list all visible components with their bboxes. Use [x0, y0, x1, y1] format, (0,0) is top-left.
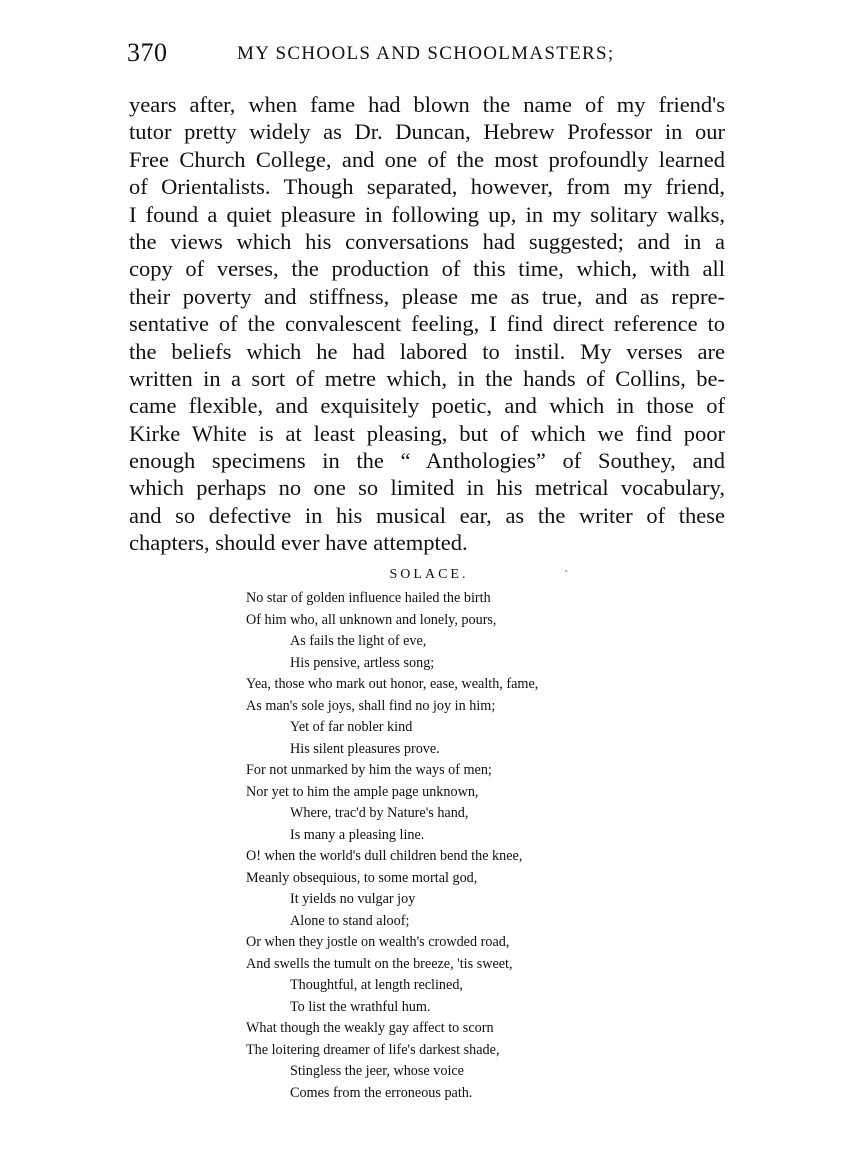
poem-line: As fails the light of eve,	[290, 633, 427, 649]
prose-line: which perhaps no one so limited in his metrical vocabulary,	[129, 475, 725, 501]
poem	[246, 588, 666, 1104]
poem-line: It yields no vulgar joy	[290, 891, 416, 907]
prose-line: of Orientalists. Though separated, however, from my friend,	[129, 174, 725, 200]
poem-line: What though the weakly gay affect to scorn	[246, 1020, 494, 1036]
poem-line: Yea, those who mark out honor, ease, wealth, fame,	[246, 676, 539, 692]
prose-line: came flexible, and exquisitely poetic, and which in those of	[129, 393, 725, 419]
prose-line: the beliefs which he had labored to instil. My verses are	[129, 338, 725, 364]
poem-line: And swells the tumult on the breeze, 'tis sweet,	[246, 955, 513, 972]
prose-line: and so defective in his musical ear, as the writer of these	[129, 502, 725, 528]
prose-line: sentative of the convalescent feeling, I find direct reference to	[129, 311, 725, 337]
prose-line: their poverty and stiffness, please me as true, and as repre-	[129, 283, 725, 309]
poem-line: As man's sole joys, shall find no joy in him;	[246, 697, 496, 714]
poem-line: Of him who, all unknown and lonely, pours,	[246, 611, 497, 628]
poem-line: Comes from the erroneous path.	[290, 1084, 473, 1101]
running-title: MY SCHOOLS AND SCHOOLMASTERS;	[237, 43, 615, 64]
poem-line: Where, trac'd by Nature's hand,	[290, 805, 469, 821]
poem-line: Yet of far nobler kind	[290, 719, 413, 735]
poem-line: No star of golden influence hailed the birth	[246, 590, 491, 606]
poem-line: Meanly obsequious, to some mortal god,	[246, 869, 478, 886]
poem-line: Stingless the jeer, whose voice	[290, 1063, 464, 1079]
prose-line: copy of verses, the production of this time, which, with all	[129, 256, 725, 282]
poem-line: O! when the world's dull children bend the knee,	[246, 848, 523, 864]
poem-line: Thoughtful, at length reclined,	[290, 977, 463, 993]
prose-line: written in a sort of metre which, in the hands of Collins, be-	[129, 365, 725, 391]
prose-line: tutor pretty widely as Dr. Duncan, Hebrew Professor in our	[129, 119, 725, 145]
poem-line: To list the wrathful hum.	[290, 998, 431, 1015]
prose-line: years after, when fame had blown the name of my friend's	[129, 92, 725, 117]
poem-line: Or when they jostle on wealth's crowded road,	[246, 934, 510, 950]
poem-line: His pensive, artless song;	[290, 654, 435, 671]
prose-line: I found a quiet pleasure in following up, in my solitary walks,	[129, 201, 725, 227]
poem-line: The loitering dreamer of life's darkest shade,	[246, 1041, 500, 1058]
page-number: 370	[127, 38, 168, 67]
poem-line: Alone to stand aloof;	[290, 912, 410, 929]
prose-line: enough specimens in the “ Anthologies” of Southey, and	[129, 448, 725, 474]
poem-line: Nor yet to him the ample page unknown,	[246, 783, 479, 800]
poem-line: For not unmarked by him the ways of men;	[246, 762, 492, 778]
poem-title: SOLACE.	[389, 567, 469, 582]
poem-line: His silent pleasures prove.	[290, 740, 440, 757]
prose-line: the views which his conversations had suggested; and in a	[129, 228, 725, 254]
prose-line: Kirke White is at least pleasing, but of which we find poor	[129, 420, 725, 446]
stray-ink-mark: ˏ	[559, 558, 569, 574]
prose-paragraph	[129, 91, 725, 557]
page-header	[127, 38, 727, 72]
prose-line: Free Church College, and one of the most profoundly learned	[129, 146, 725, 172]
poem-line: Is many a pleasing line.	[290, 826, 425, 843]
prose-line: chapters, should ever have attempted.	[129, 530, 468, 556]
